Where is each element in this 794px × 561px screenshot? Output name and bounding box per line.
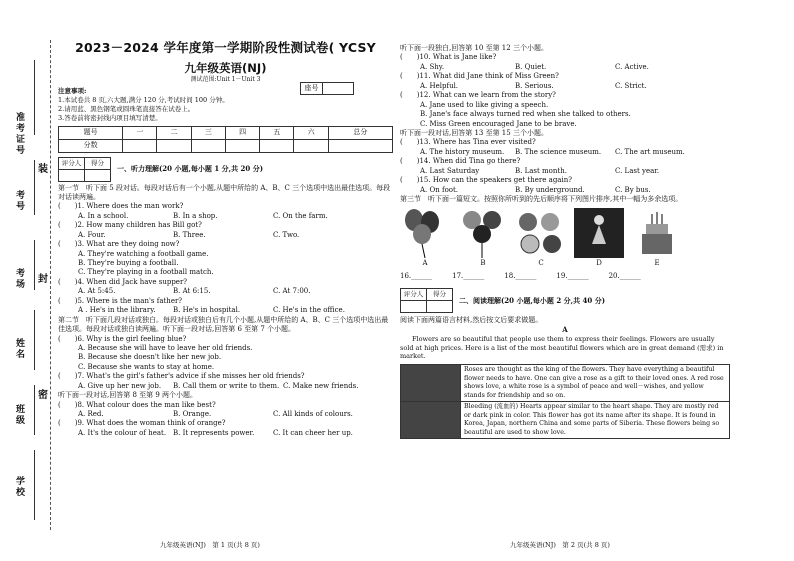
question-5: ( )5. Where is the man's father? <box>58 296 183 305</box>
picture-label: A <box>422 259 428 267</box>
option: B. At 6:15. <box>173 287 211 296</box>
option: A . He's in the library. <box>78 306 156 315</box>
option: A. Last Saturday <box>420 166 480 175</box>
option: A. Because she will have to leave her old friends. <box>78 343 253 352</box>
score-cell[interactable] <box>260 139 294 152</box>
note-2: 2.请用蓝、黑色钢笔或圆珠笔直接答在试卷上。 <box>58 105 195 114</box>
score-cell[interactable] <box>123 139 157 152</box>
fruit-icon <box>516 208 566 258</box>
question-6-options <box>58 344 393 372</box>
picture-a <box>400 208 450 267</box>
score-cell[interactable] <box>225 139 259 152</box>
option: B. He's in hospital. <box>173 306 241 315</box>
grader-cell[interactable] <box>85 169 111 181</box>
option: A. The history museum. <box>420 147 505 156</box>
name-field[interactable] <box>34 310 35 370</box>
score-col: 一 <box>123 126 157 139</box>
exam-room-field[interactable] <box>34 160 35 215</box>
page-one <box>58 40 393 438</box>
section2-header <box>400 288 730 313</box>
grader-label: 评分人 <box>401 288 427 300</box>
option: A. Give up her new job. <box>78 381 162 390</box>
reading-intro: 阅读下面两篇语言材料,然后按文后要求做题。 <box>400 315 543 324</box>
seal-char-3: 密 <box>38 390 48 401</box>
score-cell[interactable] <box>294 139 328 152</box>
option: B. Last month. <box>515 166 567 175</box>
question-5-options <box>58 306 393 315</box>
question-4-options <box>58 287 393 296</box>
picture-label: E <box>654 259 660 267</box>
option: B. They're buying a football. <box>78 259 179 268</box>
score-col: 三 <box>191 126 225 139</box>
cake-icon <box>632 208 682 258</box>
question-13: ( )13. Where has Tina ever visited? <box>400 138 536 147</box>
question-10: ( )10. What is Jane like? <box>400 53 497 62</box>
question-10-options <box>400 63 730 72</box>
option: C. Because she wants to stay at home. <box>78 362 215 371</box>
option: A. Red. <box>78 410 104 419</box>
answer-blank-20[interactable]: 20.______ <box>608 272 641 281</box>
score-col: 总分 <box>328 126 392 139</box>
question-9: ( )9. What does the woman think of orange? <box>58 419 226 428</box>
option: A. They're watching a football game. <box>78 249 209 258</box>
question-4: ( )4. When did Jack have supper? <box>58 277 188 286</box>
page-subtitle: 九年级英语(NJ) <box>184 60 267 75</box>
score-col: 四 <box>225 126 259 139</box>
option: C. At 7:00. <box>273 287 311 296</box>
option: A. On foot. <box>420 185 459 194</box>
part3 <box>400 195 730 204</box>
score-cell[interactable] <box>328 139 392 152</box>
score-cell[interactable] <box>157 139 191 152</box>
note-3: 3.答卷前将密封线内项目填写清楚。 <box>58 113 162 122</box>
question-9-options <box>58 429 393 438</box>
question-8: ( )8. What colour does the man like best? <box>58 400 216 409</box>
question-2: ( )2. How many children has Bill got? <box>58 221 202 230</box>
question-15-options <box>400 186 730 195</box>
bleeding-heart-text: Bleeding (流血的) Hearts appear similar to the heart shape. They are mostly red or dark pink in color. This flower has got its name after its shape. It is found in Korea, Japan, northern China and some parts of Siberia. These flowers being so beautiful are used to show love. <box>464 403 720 436</box>
option: C. Make new friends. <box>283 381 359 390</box>
question-3: ( )3. What are they doing now? <box>58 240 180 249</box>
class-label: 班级 <box>14 404 24 426</box>
school-field[interactable] <box>34 450 35 520</box>
grader-cell[interactable] <box>427 300 453 312</box>
score-col: 二 <box>157 126 191 139</box>
picture-label: B <box>480 259 486 267</box>
question-8-options <box>58 410 393 419</box>
question-11-options <box>400 82 730 91</box>
part2-next: 听下面一段对话,回答第 8 至第 9 两个小题。 <box>58 391 198 400</box>
option: A. Jane used to like giving a speech. <box>420 100 549 109</box>
option: C. On the farm. <box>273 211 328 220</box>
answer-blank-18[interactable]: 18.______ <box>504 272 537 281</box>
question-1: ( )1. Where does the man work? <box>58 202 184 211</box>
option: B. Call them or write to them. <box>173 381 280 390</box>
question-12-options <box>400 101 730 129</box>
section1-title: 一、听力理解(20 小题,每小题 1 分,共 20 分) <box>117 164 264 174</box>
option: C. Two. <box>273 230 300 239</box>
score-col: 六 <box>294 126 328 139</box>
balloons-icon <box>400 208 450 258</box>
question-2-options <box>58 231 393 240</box>
score-cell[interactable] <box>191 139 225 152</box>
exam-number-field[interactable] <box>34 60 35 135</box>
question-14-options <box>400 167 730 176</box>
picture-b <box>458 208 508 267</box>
option: C. All kinds of colours. <box>273 410 353 419</box>
seal-line <box>50 40 51 530</box>
seat-number-box <box>300 82 354 95</box>
score-row-label: 分数 <box>59 139 123 152</box>
seal-char-2: 封 <box>38 274 48 285</box>
score-col: 题号 <box>59 126 123 139</box>
option: C. They're playing in a football match. <box>78 268 214 277</box>
option: C. Active. <box>615 62 649 71</box>
intro-q13-15: 听下面一段对话,回答第 13 至第 15 三个小题。 <box>400 128 548 137</box>
question-7-options <box>58 382 393 391</box>
option: B. By underground. <box>515 185 585 194</box>
page-two <box>400 44 730 439</box>
section2-title: 二、阅读理解(20 小题,每小题 2 分,共 40 分) <box>459 295 606 305</box>
intro-q10-12: 听下面一段独白,回答第 10 至第 12 三个小题。 <box>400 44 548 52</box>
answer-blanks <box>400 272 730 281</box>
room-label: 考场 <box>14 268 24 290</box>
grader-box <box>58 157 111 182</box>
page-one-footer: 九年级英语(NJ) 第 1 页(共 8 页) <box>160 541 260 549</box>
question-15: ( )15. How can the speakers get there again? <box>400 176 572 185</box>
seat-number-field[interactable] <box>323 83 353 94</box>
answer-blank-16[interactable]: 16.______ <box>400 272 433 281</box>
test-scope: 测试范围:Unit 1－Unit 3 <box>190 76 261 84</box>
grader-cell[interactable] <box>59 169 85 181</box>
picture-label: D <box>596 259 602 267</box>
option: B. Jane's face always turned red when she talked to others. <box>420 110 631 119</box>
picture-row <box>400 208 730 267</box>
passage-letter: A <box>562 325 568 335</box>
flower-rose <box>400 364 730 402</box>
grader-box <box>400 288 453 313</box>
rose-text: Roses are thought as the king of the flowers. They have everything a beautiful flower needs to have. One can give a rose as a gift to their loved ones. A red rose shows love, a white rose is a symbol of peace and well－wishes, and yellow stands for friendship and so on. <box>464 366 724 399</box>
page-two-footer: 九年级英语(NJ) 第 2 页(共 8 页) <box>510 541 610 549</box>
option: C. Last year. <box>615 166 660 175</box>
option: A. In a school. <box>78 211 129 220</box>
option: A. Shy. <box>420 62 445 71</box>
question-6: ( )6. Why is the girl feeling blue? <box>58 334 187 343</box>
answer-blank-17[interactable]: 17.______ <box>452 272 485 281</box>
exam-number-label: 准考证号 <box>14 112 24 156</box>
section1-header <box>58 157 393 182</box>
question-3-options <box>58 250 393 278</box>
option: B. Because she doesn't like her new job. <box>78 353 222 362</box>
name-label: 姓名 <box>14 338 24 360</box>
option: C. He's in the office. <box>273 306 345 315</box>
score-table-header <box>59 126 393 139</box>
seal-char-1: 装 <box>38 164 48 175</box>
question-1-options <box>58 212 393 221</box>
option: C. It can cheer her up. <box>273 428 353 437</box>
question-11: ( )11. What did Jane think of Miss Green? <box>400 72 559 81</box>
question-13-options <box>400 148 730 157</box>
rose-image <box>401 365 461 401</box>
class-field[interactable] <box>34 385 35 435</box>
part2-intro: 第二节 听下面几段对话或独白。每段对话或独白后有几个小题,从题中所给的 A、B、C 三个选项中选出最佳选项。每段对话或独白读两遍。听下面一段对话,回答第 6 至第 7 个小题。 <box>58 315 389 334</box>
option: B. Three. <box>173 230 206 239</box>
bleeding-heart-image <box>401 402 461 438</box>
option: C. By bus. <box>615 185 651 194</box>
picture-d <box>574 208 624 267</box>
option: C. Strict. <box>615 81 647 90</box>
flower-bleeding-heart <box>400 402 730 439</box>
room-field[interactable] <box>34 240 35 290</box>
option: A. Four. <box>78 230 106 239</box>
option: B. Orange. <box>173 410 212 419</box>
option: B. Quiet. <box>515 62 547 71</box>
passage-intro: Flowers are so beautiful that people use them to express their feelings. Flowers are usually sold at high prices. Here is a list of the most beautiful flowers which are in great demand (需求) in market. <box>400 334 724 361</box>
grader-label: 评分人 <box>59 157 85 169</box>
score-table <box>58 126 393 153</box>
answer-blank-19[interactable]: 19.______ <box>556 272 589 281</box>
score-label: 得分 <box>427 288 453 300</box>
option: A. It's the colour of heat. <box>78 428 167 437</box>
option: B. Serious. <box>515 81 554 90</box>
note-1: 1.本试卷共 8 页,六大题,满分 120 分,考试时间 100 分钟。 <box>58 96 229 105</box>
notes-title: 注意事项: <box>58 87 87 96</box>
question-7: ( )7. What's the girl's father's advice if she misses her old friends? <box>58 372 305 381</box>
part3-intro: 第三节 听下面一篇短文。按照你所听到的先后顺序将下列图片排序,其中一幅为多余选项。 <box>400 195 683 203</box>
question-12: ( )12. What can we learn from the story? <box>400 91 556 100</box>
picture-c <box>516 208 566 267</box>
school-label: 学校 <box>14 476 24 498</box>
balloons-icon <box>458 208 508 258</box>
part1-intro: 第一节 听下面 5 段对话。每段对话后有一个小题,从题中所给的 A、B、C 三个选项中选出最佳选项。每段对话读两遍。 <box>58 183 391 201</box>
option: B. In a shop. <box>173 211 218 220</box>
picture-label: C <box>538 259 544 267</box>
grader-cell[interactable] <box>401 300 427 312</box>
score-label: 得分 <box>85 157 111 169</box>
seat-number-label: 座号 <box>301 83 323 94</box>
option: A. At 5:45. <box>78 287 116 296</box>
exam-room-label: 考号 <box>14 190 24 212</box>
option: B. The science museum. <box>515 147 602 156</box>
score-col: 五 <box>260 126 294 139</box>
option: A. Helpful. <box>420 81 459 90</box>
picture-e <box>632 208 682 267</box>
option: C. The art museum. <box>615 147 685 156</box>
option: C. Miss Green encouraged Jane to be brave. <box>420 119 577 128</box>
score-table-row <box>59 139 393 152</box>
page-title: 2023－2024 学年度第一学期阶段性测试卷( YCSY <box>75 40 376 55</box>
question-14: ( )14. When did Tina go there? <box>400 157 521 166</box>
option: B. It represents power. <box>173 428 255 437</box>
dancer-icon <box>574 208 624 258</box>
